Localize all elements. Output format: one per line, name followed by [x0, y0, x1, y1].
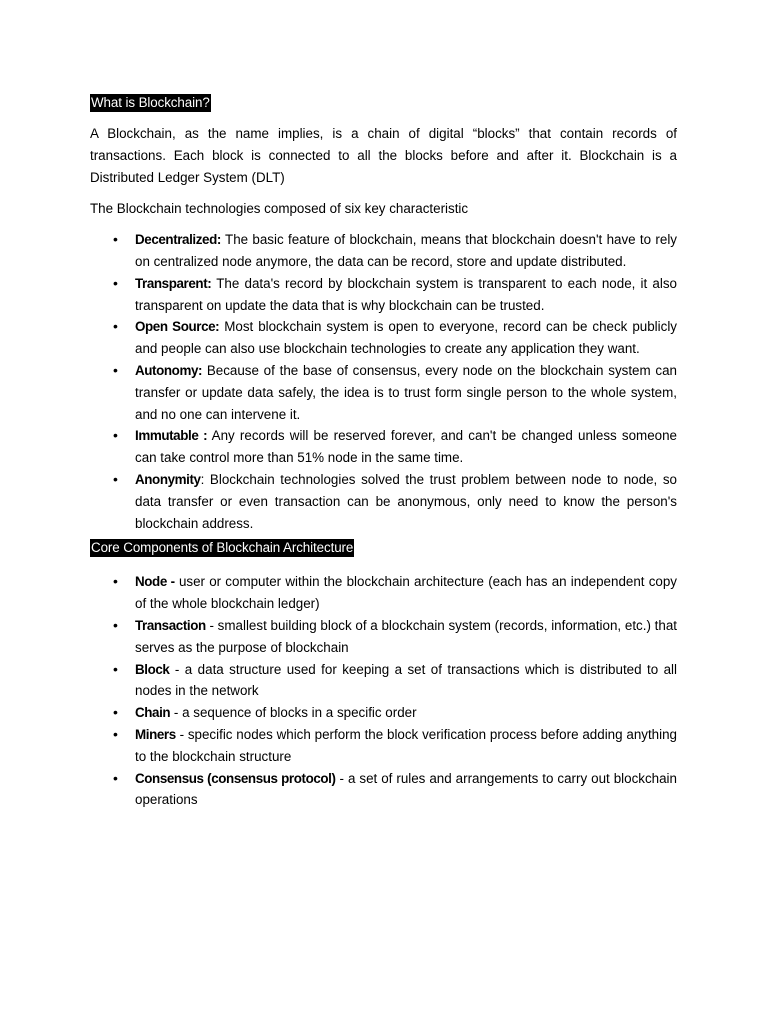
heading-text: Core Components of Blockchain Architecture	[91, 540, 354, 556]
term-label: Open Source:	[135, 319, 220, 335]
term-label: Node -	[135, 574, 175, 590]
bullet-icon: •	[113, 427, 118, 444]
bullet-icon: •	[113, 725, 118, 742]
bullet-icon: •	[113, 704, 118, 721]
bullet-icon: •	[113, 660, 118, 677]
term-label: Immutable :	[135, 428, 208, 444]
term-label: Transaction	[135, 617, 206, 633]
term-description: The basic feature of blockchain, means that blockchain doesn't have to rely on centralized node anymore, the data can be record, store and update distributed.	[135, 232, 677, 269]
list-item	[90, 273, 677, 317]
bullet-icon: •	[113, 231, 118, 248]
term-label: Autonomy:	[135, 362, 203, 378]
list-item	[90, 316, 677, 360]
term-description: - smallest building block of a blockchain system (records, information, etc.) that serves as the purpose of blockchain	[135, 617, 677, 655]
term-label: Anonymity	[135, 471, 201, 487]
bullet-icon: •	[113, 573, 118, 590]
bullet-icon: •	[113, 616, 118, 633]
term-description: Because of the base of consensus, every node on the blockchain system can transfer or update data safely, the idea is to trust form single person to the whole system, and no one can intervene it.	[135, 362, 677, 422]
list-item	[90, 615, 677, 659]
term-description: - a data structure used for keeping a set of transactions which is distributed to all nodes in the network	[135, 661, 677, 699]
characteristics-list	[90, 229, 677, 534]
bullet-icon: •	[113, 470, 118, 487]
term-description: The data's record by blockchain system is transparent to each node, it also transparent on update the data that is why blockchain can be trusted.	[135, 275, 677, 313]
list-item	[90, 571, 677, 615]
heading-text: What is Blockchain?	[91, 95, 210, 110]
list-item	[90, 724, 677, 768]
term-label: Block	[135, 661, 170, 677]
list-item	[90, 229, 677, 273]
bullet-icon: •	[113, 318, 118, 335]
list-item	[90, 425, 677, 469]
section-heading-what-is-blockchain	[90, 92, 677, 114]
term-description: user or computer within the blockchain architecture (each has an independent copy of the whole blockchain ledger)	[135, 574, 677, 612]
term-description: : Blockchain technologies solved the trust problem between node to node, so data transfer or even transaction can be anonymous, only need to know the person's blockchain address.	[135, 471, 677, 531]
list-item	[90, 659, 677, 703]
components-list	[90, 571, 677, 811]
list-item	[90, 768, 677, 812]
list-item	[90, 360, 677, 425]
bullet-icon: •	[113, 274, 118, 291]
characteristics-intro: The Blockchain technologies composed of six key characteristic	[90, 201, 469, 217]
list-item	[90, 702, 677, 724]
term-description: - a set of rules and arrangements to carry out blockchain operations	[135, 770, 677, 808]
intro-paragraph: A Blockchain, as the name implies, is a chain of digital “blocks” that contain records of transactions. Each block is connected to all the blocks before and after it. Blockchain is a Distributed Ledger System (DLT)	[90, 126, 677, 185]
bullet-icon: •	[113, 769, 118, 786]
term-description: - a sequence of blocks in a specific order	[170, 705, 417, 721]
bullet-icon: •	[113, 361, 118, 378]
section-heading-core-components	[90, 537, 677, 559]
term-description: Any records will be reserved forever, and can't be changed unless someone can take control more than 51% node in the same time.	[135, 428, 677, 466]
list-item	[90, 469, 677, 534]
term-label: Decentralized:	[135, 232, 221, 248]
term-description: Most blockchain system is open to everyone, record can be check publicly and people can also use blockchain technologies to create any application they want.	[135, 319, 678, 357]
term-label: Miners	[135, 726, 176, 742]
term-label: Transparent:	[135, 275, 212, 291]
term-description: - specific nodes which perform the block verification process before adding anything to the blockchain structure	[135, 726, 677, 764]
term-label: Chain	[135, 705, 171, 721]
term-label: Consensus (consensus protocol)	[135, 770, 336, 786]
document-body	[90, 92, 677, 811]
